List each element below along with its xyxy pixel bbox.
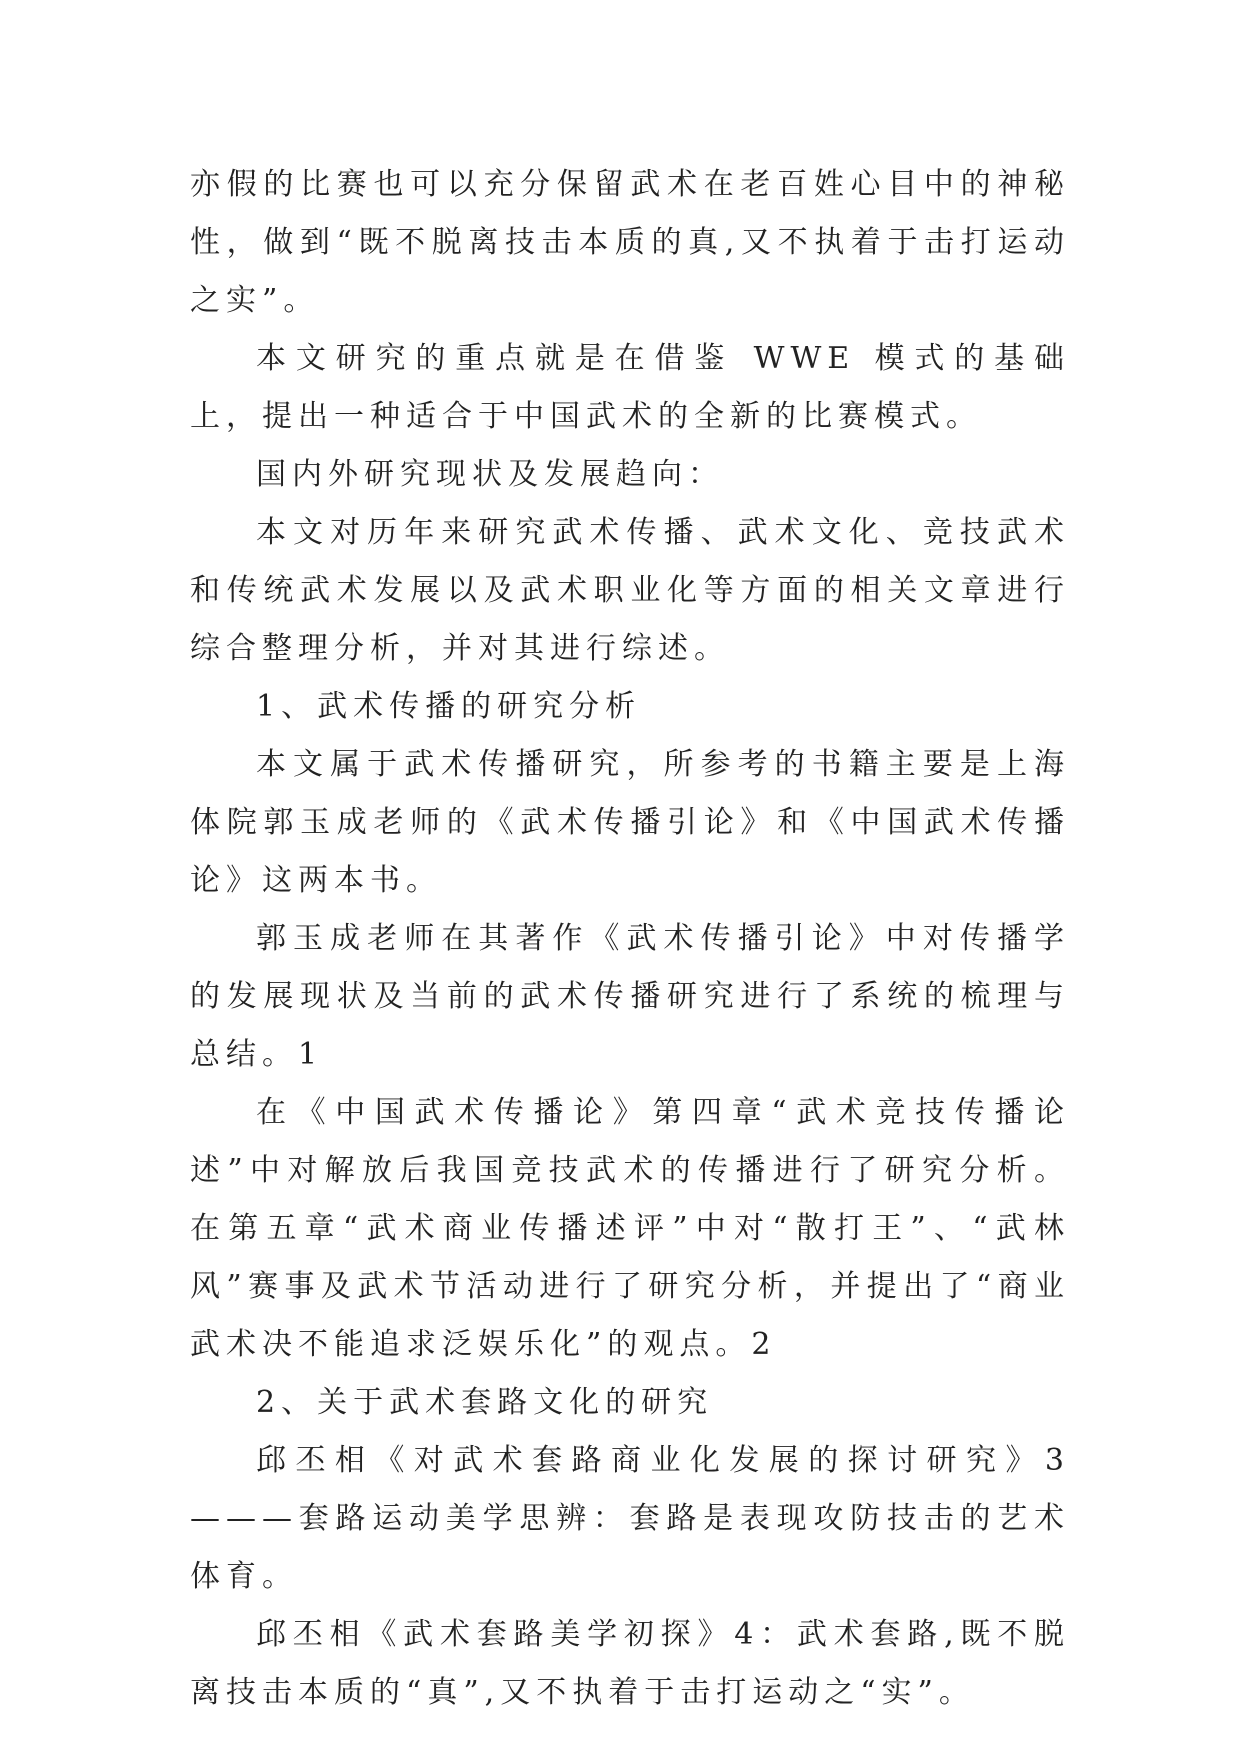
section-heading-1: 1、武术传播的研究分析 (256, 689, 642, 724)
section-heading-2: 2、关于武术套路文化的研究 (256, 1385, 714, 1420)
paragraph-6: 本文属于武术传播研究，所参考的书籍主要是上海体院郭玉成老师的《武术传播引论》和《中国武术传播论》这两本书。 (190, 747, 1070, 898)
paragraph-2: 本文研究的重点就是在借鉴 WWE 模式的基础上，提出一种适合于中国武术的全新的比赛模式。 (190, 341, 1070, 434)
paragraph-11: 邱丕相《武术套路美学初探》4：武术套路,既不脱离技击本质的“真”,又不执着于击打运动之“实”。 (190, 1617, 1070, 1710)
paragraph-10: 邱丕相《对武术套路商业化发展的探讨研究》3———套路运动美学思辨：套路是表现攻防技击的艺术体育。 (190, 1443, 1070, 1594)
paragraph-3: 国内外研究现状及发展趋向： (256, 457, 724, 492)
paragraph-8: 在《中国武术传播论》第四章“武术竞技传播论述”中对解放后我国竞技武术的传播进行了研究分析。在第五章“武术商业传播述评”中对“散打王”、“武林风”赛事及武术节活动进行了研究分析，并提出了“商业武术决不能追求泛娱乐化”的观点。2 (190, 1095, 1070, 1362)
body-text (190, 156, 1070, 1722)
paragraph-1: 亦假的比赛也可以充分保留武术在老百姓心目中的神秘性，做到“既不脱离技击本质的真,又不执着于击打运动之实”。 (190, 167, 1070, 318)
paragraph-7: 郭玉成老师在其著作《武术传播引论》中对传播学的发展现状及当前的武术传播研究进行了系统的梳理与总结。1 (190, 921, 1070, 1072)
paragraph-4: 本文对历年来研究武术传播、武术文化、竞技武术和传统武术发展以及武术职业化等方面的相关文章进行综合整理分析，并对其进行综述。 (190, 515, 1070, 666)
